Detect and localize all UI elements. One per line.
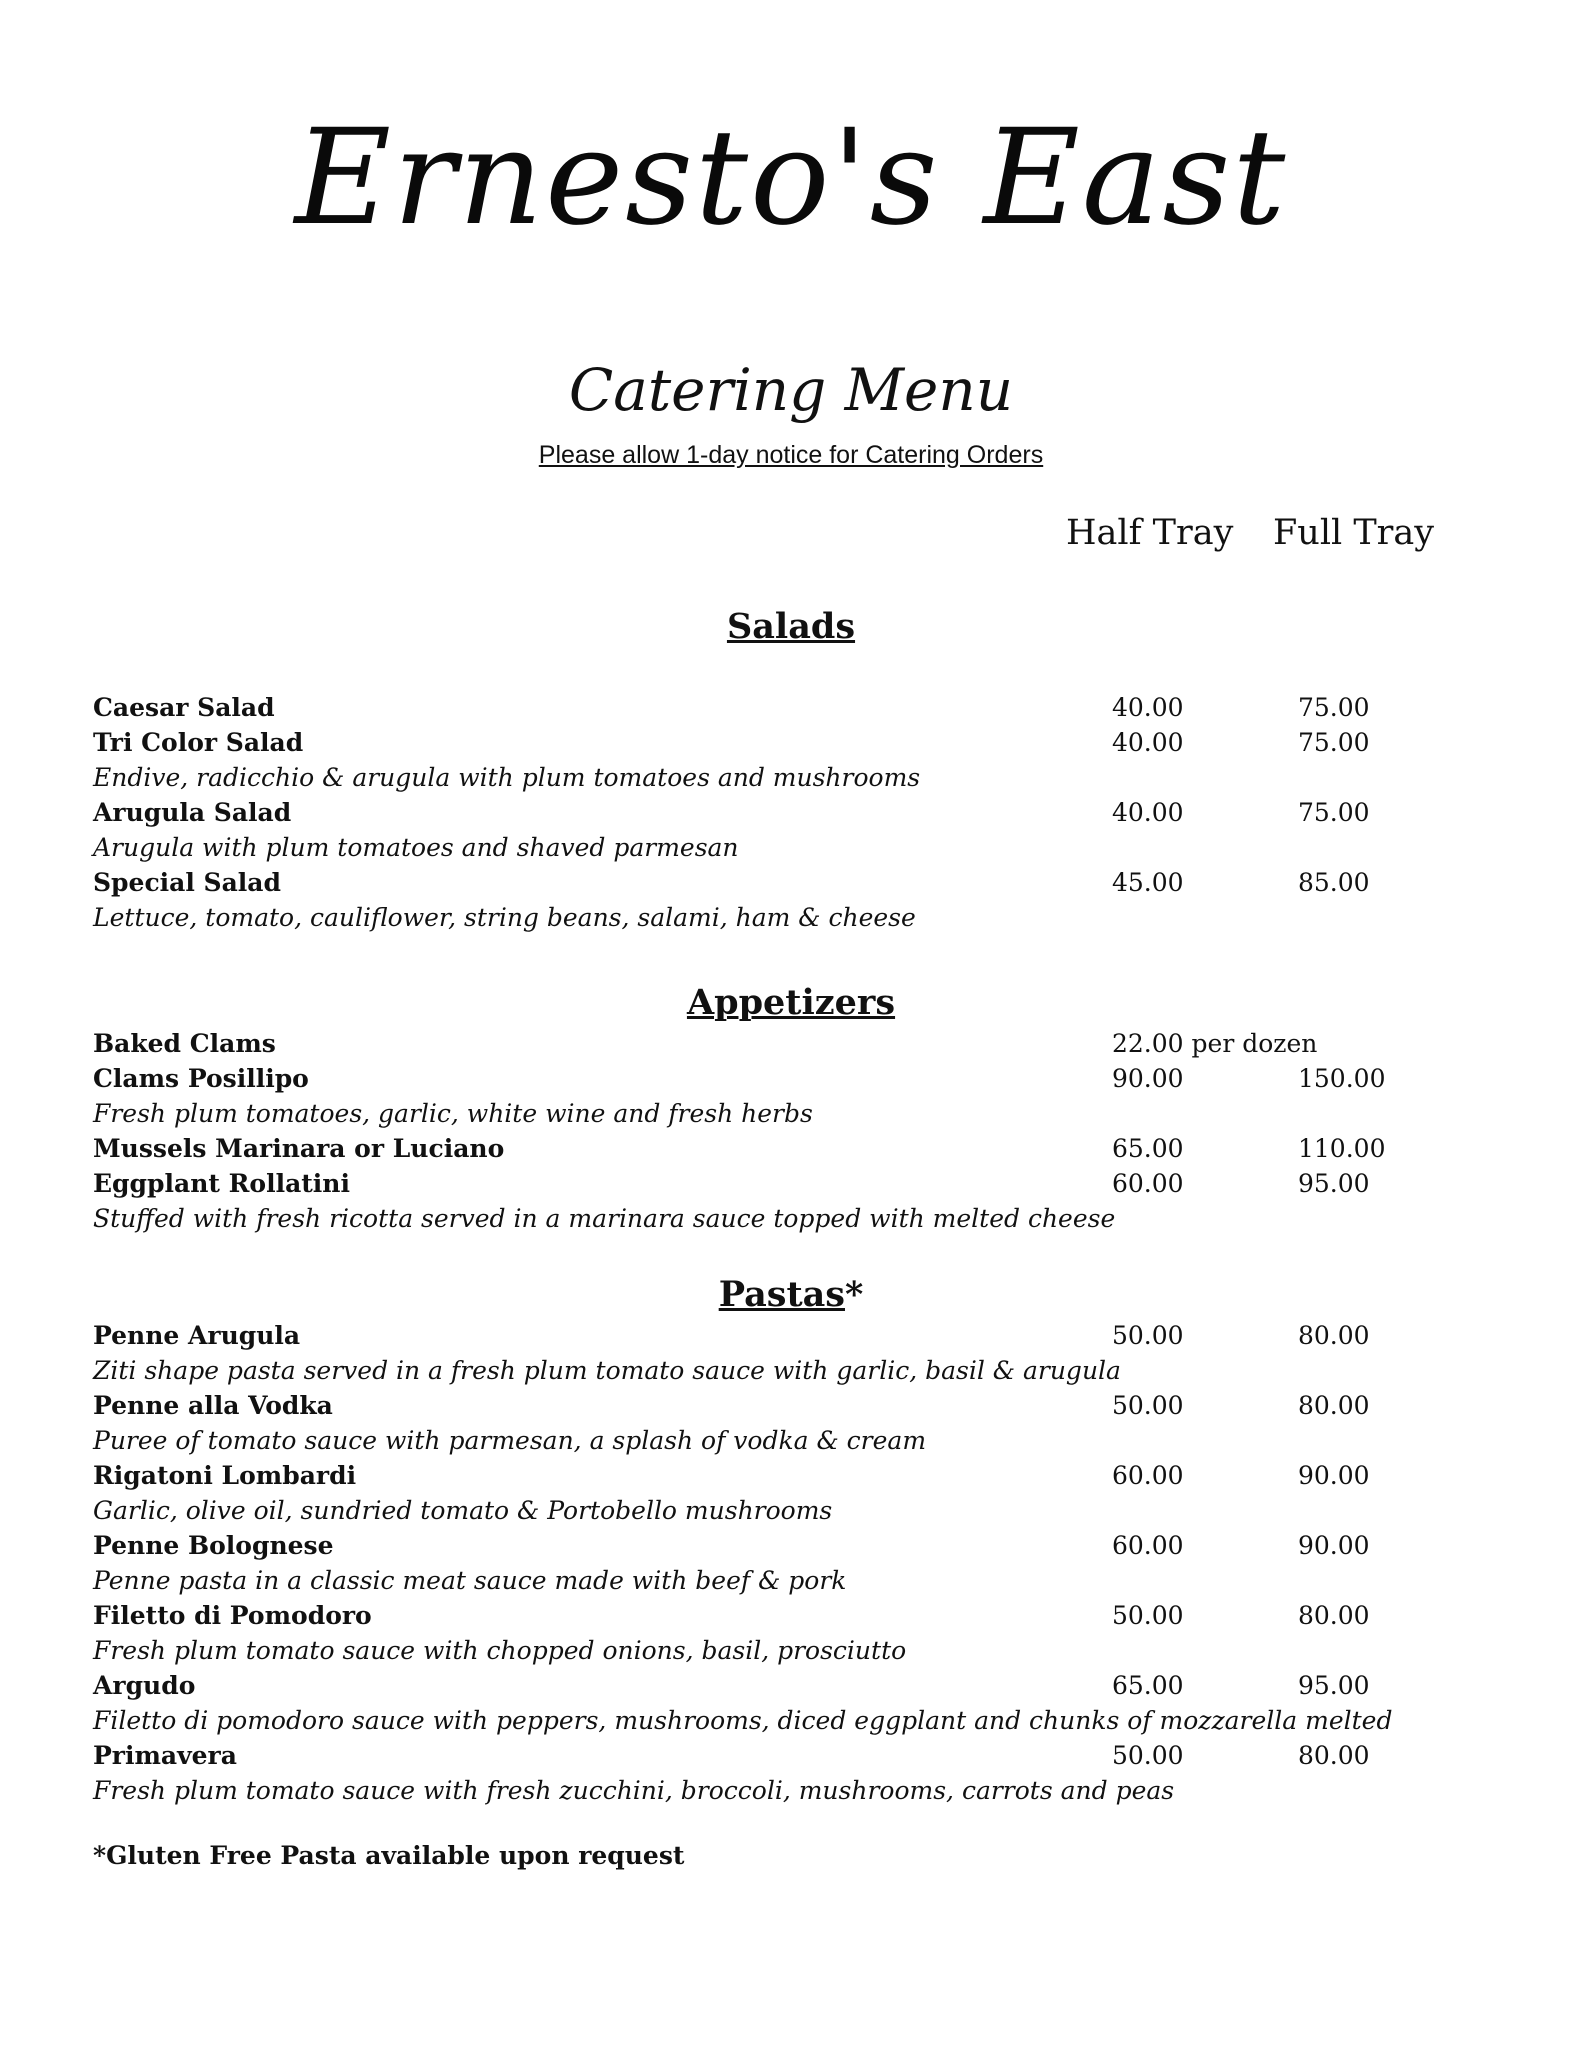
item-description-row — [0, 1423, 1582, 1458]
menu-item — [0, 690, 1582, 725]
restaurant-logo: Ernesto's East — [294, 101, 1288, 255]
item-description-row — [0, 760, 1582, 795]
item-description-row — [0, 830, 1582, 865]
half-tray-price: 50.00 — [1112, 1391, 1184, 1420]
section-title — [0, 1272, 1582, 1318]
half-tray-price: 90.00 — [1112, 1064, 1184, 1093]
section-title-text: Appetizers — [686, 982, 896, 1023]
full-tray-price: 110.00 — [1298, 1134, 1386, 1163]
item-description-row — [0, 1201, 1582, 1236]
item-description: Ziti shape pasta served in a fresh plum tomato sauce with garlic, basil & arugula — [93, 1356, 1121, 1385]
menu-item — [0, 1598, 1582, 1633]
section-title-text: Pastas — [718, 1274, 845, 1315]
menu-item — [0, 725, 1582, 760]
pastas-items — [0, 1318, 1582, 1808]
item-name: Clams Posillipo — [93, 1064, 309, 1093]
full-tray-column-header: Full Tray — [1273, 513, 1435, 553]
item-description-row — [0, 1633, 1582, 1668]
menu-item — [0, 1738, 1582, 1773]
half-tray-column-header: Half Tray — [1066, 513, 1234, 553]
full-tray-price: 95.00 — [1298, 1169, 1370, 1198]
full-tray-price: 80.00 — [1298, 1391, 1370, 1420]
appetizers-items — [0, 1026, 1582, 1236]
item-name: Penne Arugula — [93, 1321, 301, 1350]
menu-item — [0, 1528, 1582, 1563]
item-name: Rigatoni Lombardi — [93, 1461, 357, 1490]
menu-item — [0, 1061, 1582, 1096]
menu-item — [0, 1166, 1582, 1201]
page-title: Catering Menu — [568, 356, 1014, 424]
appetizers-section — [0, 980, 1582, 1236]
full-tray-price: 90.00 — [1298, 1531, 1370, 1560]
full-tray-price: 75.00 — [1298, 693, 1370, 722]
item-description: Arugula with plum tomatoes and shaved parmesan — [93, 833, 739, 862]
salads-items — [0, 690, 1582, 935]
full-tray-price: 80.00 — [1298, 1741, 1370, 1770]
item-description: Stuffed with fresh ricotta served in a marinara sauce topped with melted cheese — [93, 1204, 1116, 1233]
menu-item — [0, 795, 1582, 830]
item-name: Penne alla Vodka — [93, 1391, 333, 1420]
item-description: Fresh plum tomato sauce with chopped onions, basil, prosciutto — [93, 1636, 907, 1665]
section-title — [0, 604, 1582, 650]
half-tray-price: 40.00 — [1112, 728, 1184, 757]
item-description-row — [0, 1493, 1582, 1528]
full-tray-price: 75.00 — [1298, 798, 1370, 827]
per-dozen-price: 22.00 per dozen — [1112, 1029, 1318, 1058]
item-name: Filetto di Pomodoro — [93, 1601, 372, 1630]
full-tray-price: 90.00 — [1298, 1461, 1370, 1490]
full-tray-price: 150.00 — [1298, 1064, 1386, 1093]
full-tray-price: 80.00 — [1298, 1321, 1370, 1350]
item-description: Fresh plum tomatoes, garlic, white wine and fresh herbs — [93, 1099, 813, 1128]
menu-item — [0, 1458, 1582, 1493]
item-name: Eggplant Rollatini — [93, 1169, 350, 1198]
half-tray-price: 60.00 — [1112, 1461, 1184, 1490]
item-description: Endive, radicchio & arugula with plum tomatoes and mushrooms — [93, 763, 921, 792]
item-description-row — [0, 1773, 1582, 1808]
full-tray-price: 95.00 — [1298, 1671, 1370, 1700]
item-name: Primavera — [93, 1741, 237, 1770]
menu-item — [0, 1131, 1582, 1166]
item-description-row — [0, 1563, 1582, 1598]
menu-item — [0, 1388, 1582, 1423]
full-tray-price: 75.00 — [1298, 728, 1370, 757]
item-description: Filetto di pomodoro sauce with peppers, mushrooms, diced eggplant and chunks of mozzarella melted — [93, 1706, 1393, 1735]
menu-item — [0, 1318, 1582, 1353]
item-name: Special Salad — [93, 868, 281, 897]
item-description-row — [0, 900, 1582, 935]
item-description: Puree of tomato sauce with parmesan, a splash of vodka & cream — [93, 1426, 927, 1455]
half-tray-price: 45.00 — [1112, 868, 1184, 897]
half-tray-price: 40.00 — [1112, 798, 1184, 827]
item-name: Argudo — [93, 1671, 196, 1700]
full-tray-price: 85.00 — [1298, 868, 1370, 897]
item-description: Fresh plum tomato sauce with fresh zucchini, broccoli, mushrooms, carrots and peas — [93, 1776, 1175, 1805]
section-title-suffix: * — [845, 1274, 864, 1315]
item-name: Baked Clams — [93, 1029, 276, 1058]
menu-item — [0, 865, 1582, 900]
item-name: Caesar Salad — [93, 693, 275, 722]
half-tray-price: 50.00 — [1112, 1321, 1184, 1350]
pastas-section — [0, 1272, 1582, 1808]
item-description: Lettuce, tomato, cauliflower, string beans, salami, ham & cheese — [93, 903, 916, 932]
item-description: Garlic, olive oil, sundried tomato & Portobello mushrooms — [93, 1496, 833, 1525]
half-tray-price: 60.00 — [1112, 1169, 1184, 1198]
half-tray-price: 60.00 — [1112, 1531, 1184, 1560]
half-tray-price: 40.00 — [1112, 693, 1184, 722]
section-title — [0, 980, 1582, 1026]
half-tray-price: 50.00 — [1112, 1601, 1184, 1630]
order-notice: Please allow 1-day notice for Catering Orders — [538, 441, 1044, 469]
full-tray-price: 80.00 — [1298, 1601, 1370, 1630]
half-tray-price: 65.00 — [1112, 1134, 1184, 1163]
menu-item — [0, 1668, 1582, 1703]
item-name: Mussels Marinara or Luciano — [93, 1134, 505, 1163]
half-tray-price: 65.00 — [1112, 1671, 1184, 1700]
item-description-row — [0, 1703, 1582, 1738]
item-name: Penne Bolognese — [93, 1531, 334, 1560]
half-tray-price: 50.00 — [1112, 1741, 1184, 1770]
section-title-text: Salads — [726, 606, 856, 647]
item-name: Arugula Salad — [93, 798, 292, 827]
salads-section — [0, 604, 1582, 935]
item-description: Penne pasta in a classic meat sauce made with beef & pork — [93, 1566, 847, 1595]
menu-item — [0, 1026, 1582, 1061]
item-description-row — [0, 1096, 1582, 1131]
item-name: Tri Color Salad — [93, 728, 304, 757]
item-description-row — [0, 1353, 1582, 1388]
gluten-free-footnote: *Gluten Free Pasta available upon request — [93, 1841, 685, 1870]
